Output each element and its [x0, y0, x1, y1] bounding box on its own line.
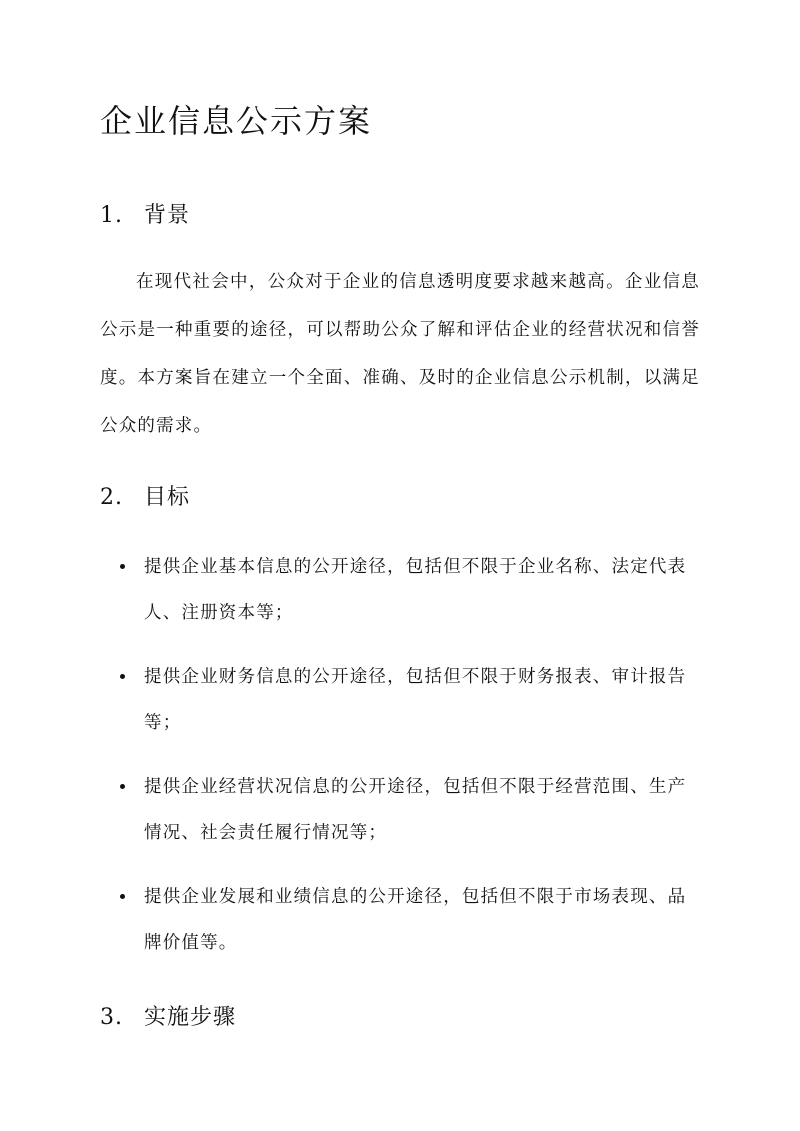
section-title: 目标	[144, 485, 191, 510]
bullet-icon	[120, 564, 125, 569]
document-title: 企业信息公示方案	[100, 102, 373, 140]
goal-item	[100, 764, 700, 856]
bullet-icon	[120, 894, 125, 899]
goal-text: 提供企业基本信息的公开途径，包括但不限于企业名称、法定代表人、注册资本等；	[144, 557, 687, 623]
section-heading-steps	[100, 1000, 236, 1031]
section-heading-goals	[100, 480, 190, 511]
section-title: 实施步骤	[144, 1005, 237, 1030]
goal-item	[100, 544, 700, 636]
goals-list	[100, 544, 700, 966]
goal-item	[100, 654, 700, 746]
goal-text: 提供企业经营状况信息的公开途径，包括但不限于经营范围、生产情况、社会责任履行情况等；	[144, 777, 687, 843]
section-heading-background	[100, 198, 190, 229]
section-number: 1.	[100, 203, 123, 228]
section-title: 背景	[144, 203, 191, 228]
bullet-icon	[120, 674, 125, 679]
bullet-icon	[120, 784, 125, 789]
section-number: 3.	[100, 1005, 123, 1030]
goal-text: 提供企业发展和业绩信息的公开途径，包括但不限于市场表现、品牌价值等。	[144, 887, 687, 953]
background-paragraph: 在现代社会中，公众对于企业的信息透明度要求越来越高。企业信息公示是一种重要的途径，可以帮助公众了解和评估企业的经营状况和信誉度。本方案旨在建立一个全面、准确、及时的企业信息公示机制，以满足公众的需求。	[100, 272, 700, 436]
goal-item	[100, 874, 700, 966]
section-number: 2.	[100, 485, 123, 510]
goal-text: 提供企业财务信息的公开途径，包括但不限于财务报表、审计报告等；	[144, 667, 687, 733]
